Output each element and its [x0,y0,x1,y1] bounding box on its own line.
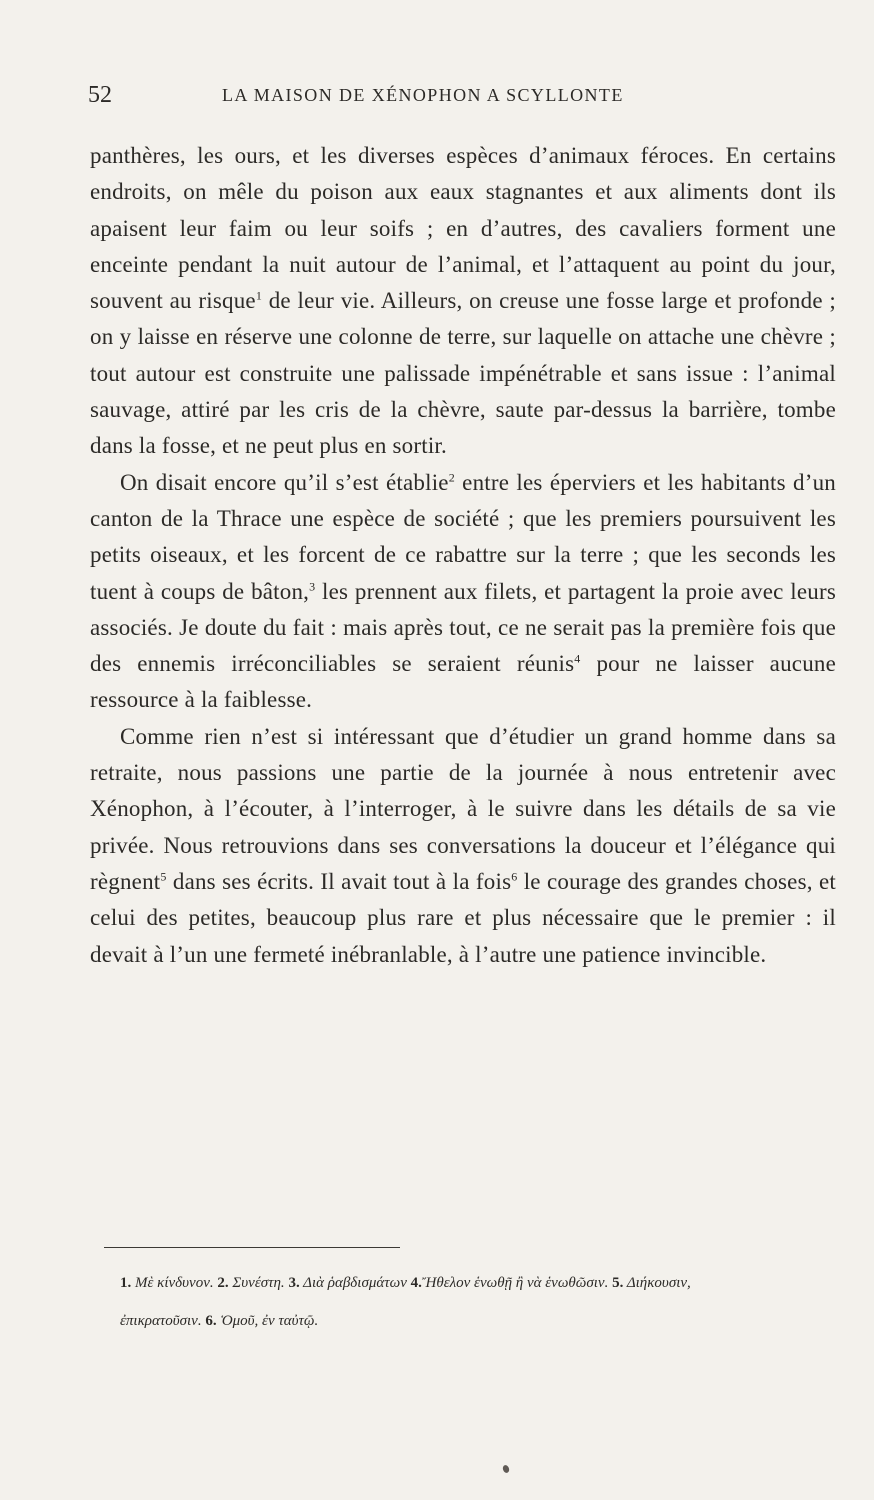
paragraph-2-text-d: pour ne laisser aucune ressource à la faiblesse. [90,651,836,713]
paragraph-1-text-b: de leur vie. Ailleurs, on creuse une fosse large et profonde ; on y laisse en réserve une colonne de terre, sur laquelle on attache une chèvre ; tout autour est construite une palissade impénétrable et sans issue : l’animal sauvage, attiré par les cris de la chèvre, saute par-dessus la barrière, tombe dans la fosse, et ne peut plus en sortir. [90,288,836,459]
footnote-number-2: 2. [217,1275,229,1291]
footnote-number-5: 5. [612,1275,624,1291]
main-text [90,138,836,973]
footnote-line-1 [120,1264,850,1302]
page-header [88,82,788,116]
footnote-line-2 [120,1302,850,1340]
page-number: 52 [88,82,112,108]
paragraph-2-text-b: entre les éperviers et les habitants d’un canton de la Thrace une espèce de société ; que les premiers poursuivent les petits oiseaux, et les forcent de ce rabattre sur la terre ; que les seconds les tuent à coups de bâton, [90,469,836,604]
footnote-ref-2: 2 [448,470,455,485]
footnote-ref-3: 3 [309,578,316,593]
footnote-number-1: 1. [120,1275,132,1291]
paragraph-1-text-a: panthères, les ours, et les diverses espèces d’animaux féroces. En certains endroits, on mêle du poison aux eaux stagnantes et aux aliments dont ils apaisent leur faim ou leur soifs ; en d’autres, des cavaliers forment une enceinte pendant la nuit autour de l’animal, et l’attaquent au point du jour, souvent au risque [90,143,836,314]
footnotes [120,1264,850,1340]
paragraph-2-text-c: les prennent aux filets, et partagent la proie avec leurs associés. Je doute du fait : mais après tout, ce ne serait pas la première fois que des ennemis irréconciliables se seraient réunis [90,578,837,677]
footnote-text-2: Συνέστη. [228,1275,289,1291]
footnote-ref-5: 5 [160,869,167,884]
footnote-text-3: Διὰ ῥαβδισμάτων [299,1275,411,1291]
footnote-divider [104,1247,400,1248]
paragraph-1 [90,138,836,465]
running-title: LA MAISON DE XÉNOPHON A SCYLLONTE [222,85,624,105]
paragraph-3-text-c: le courage des grandes choses, et celui des petites, beaucoup plus rare et plus nécessaire que le premier : il devait à l’un une fermeté inébranlable, à l’autre une patience invincible. [90,868,836,967]
footnote-ref-1: 1 [255,288,263,303]
footnote-ref-6: 6 [511,869,518,884]
paragraph-3-text-b: dans ses écrits. Il avait tout à la fois [166,868,512,894]
footnote-number-4: 4. [410,1275,422,1291]
footnote-text-6: Ὁμοῦ, ἐν ταὐτῷ. [216,1313,319,1329]
paragraph-3-text-a: Comme rien n’est si intéressant que d’étudier un grand homme dans sa retraite, nous passions une partie de la journée à nous entretenir avec Xénophon, à l’écouter, à l’interroger, à le suivre dans les détails de sa vie privée. Nous retrouvions dans ses conversations la douceur et l’élégance qui règnent [90,723,836,894]
paragraph-3 [90,719,836,973]
ink-spot-mark [502,1464,510,1474]
footnote-number-3: 3. [288,1275,300,1291]
footnote-text-5-a: Διήκουσιν, [623,1275,691,1291]
footnote-ref-4: 4 [574,651,581,666]
footnote-text-4: Ἤθελον ἑνωθῇ ἢ νὰ ἑνωθῶσιν. [421,1275,613,1291]
paragraph-2 [90,465,836,719]
footnote-text-1: Μὲ κίνδυνον. [131,1275,218,1291]
footnote-text-5-b: ἐπικρατοῦσιν. [120,1313,206,1329]
footnote-number-6: 6. [205,1313,217,1329]
paragraph-2-text-a: On disait encore qu’il s’est établie [120,469,449,495]
